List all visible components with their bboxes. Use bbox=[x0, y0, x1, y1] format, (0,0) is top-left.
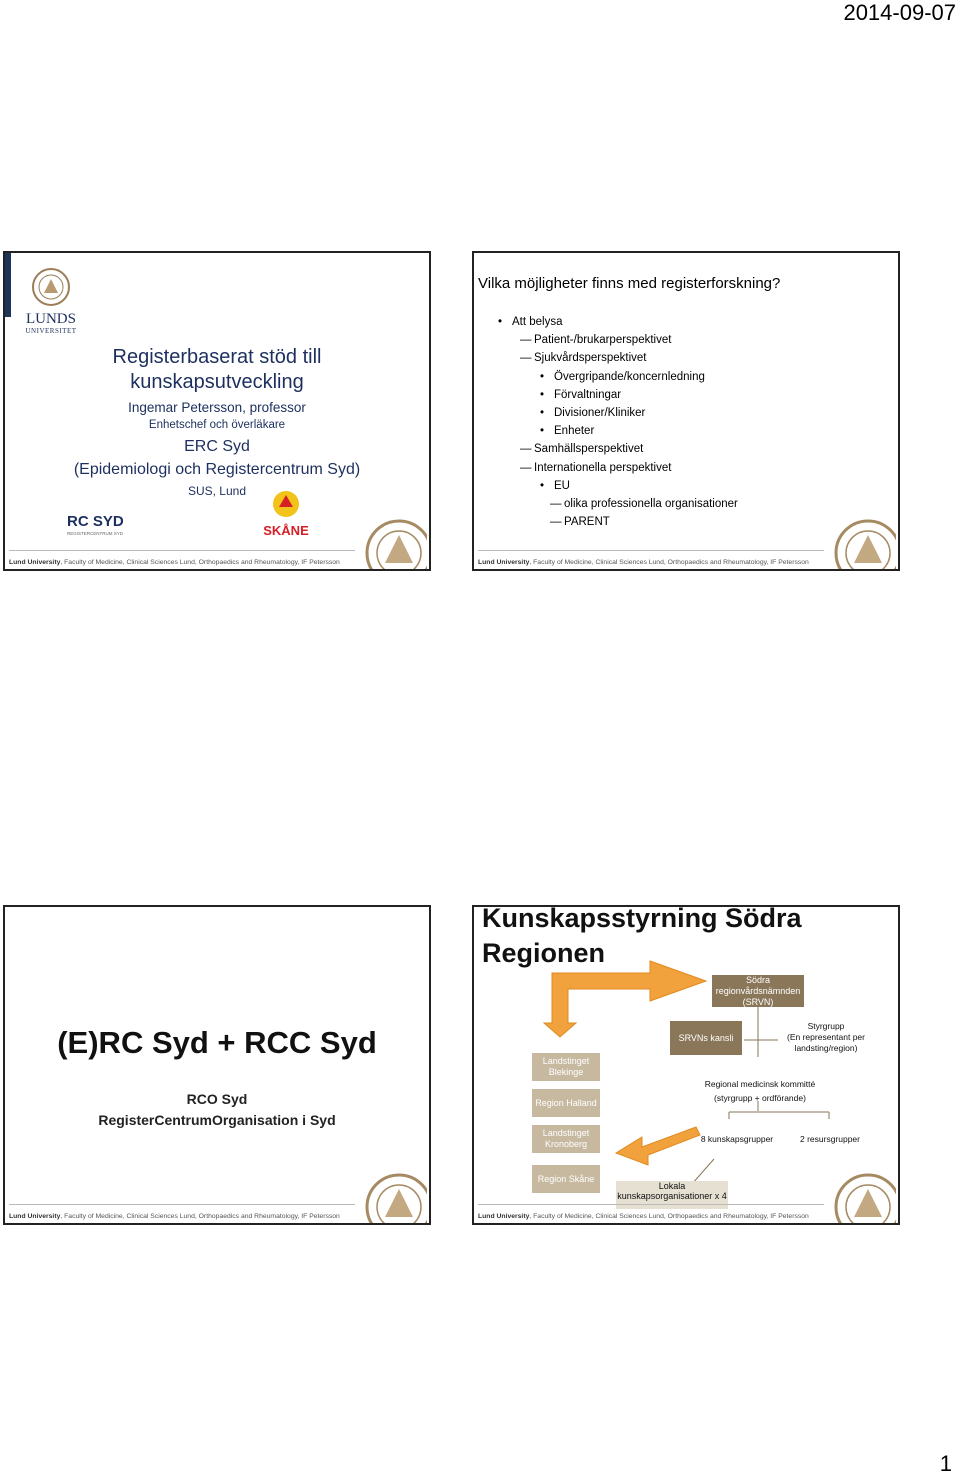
title-line2: Regionen bbox=[482, 938, 606, 968]
bullet-text: EU bbox=[554, 479, 570, 492]
resursgrupper-label: 2 resursgrupper bbox=[799, 1134, 860, 1144]
lund-seal-watermark-icon bbox=[832, 513, 896, 569]
dash-icon: — bbox=[520, 352, 532, 365]
bullet-list bbox=[498, 313, 738, 531]
bullet-text: olika professionella organisationer bbox=[564, 498, 738, 511]
styrgrupp-title: Styrgrupp bbox=[807, 1021, 845, 1031]
page-number: 1 bbox=[939, 1451, 952, 1476]
bullet-item bbox=[498, 349, 738, 367]
bullet-text: Förvaltningar bbox=[554, 388, 622, 401]
bullet-item bbox=[498, 459, 738, 477]
bullet-item bbox=[498, 513, 738, 531]
kansli-box: SRVNs kansli bbox=[670, 1021, 742, 1055]
footer-rest: , Faculty of Medicine, Clinical Sciences Lund, Orthopaedics and Rheumatology, IF Petersson bbox=[60, 559, 340, 566]
bullet-item bbox=[498, 404, 738, 422]
slide-1 bbox=[3, 251, 431, 571]
footer-rule bbox=[9, 550, 355, 551]
lund-seal-watermark-icon bbox=[363, 513, 427, 569]
footer-bold: Lund University bbox=[478, 559, 530, 566]
logo-line2: UNIVERSITET bbox=[25, 327, 77, 335]
rmk-title: Regional medicinsk kommitté bbox=[704, 1079, 816, 1089]
lokala-box: Lokala kunskapsorganisationer x 4 bbox=[616, 1181, 728, 1209]
bullet-item bbox=[498, 386, 738, 404]
bullet-text: PARENT bbox=[564, 516, 610, 529]
lund-seal-watermark-icon bbox=[363, 1167, 427, 1223]
styrgrupp-label bbox=[778, 1021, 874, 1054]
rmk-sub: (styrgrupp + ordförande) bbox=[714, 1093, 806, 1103]
rcsyd-logo bbox=[67, 513, 124, 536]
bullet-text: Divisioner/Kliniker bbox=[554, 407, 646, 420]
srvn-box: Södra regionvårdsnämnden (SRVN) bbox=[712, 975, 804, 1007]
slide-3 bbox=[3, 905, 431, 1225]
dash-icon: — bbox=[520, 334, 532, 347]
lund-color-bar bbox=[5, 253, 11, 317]
location: SUS, Lund bbox=[187, 484, 247, 498]
slide-footer bbox=[9, 1213, 340, 1220]
footer-rest: , Faculty of Medicine, Clinical Sciences Lund, Orthopaedics and Rheumatology, IF Petersson bbox=[529, 559, 809, 566]
region-box: Region Halland bbox=[532, 1089, 600, 1117]
rcsyd-logo-text: RC SYD bbox=[67, 513, 124, 530]
bullet-icon: • bbox=[540, 479, 545, 492]
bullet-icon: • bbox=[540, 407, 545, 420]
footer-rule bbox=[478, 1204, 824, 1205]
slide-4 bbox=[472, 905, 900, 1225]
title-line2: kunskapsutveckling bbox=[130, 371, 304, 393]
footer-bold: Lund University bbox=[9, 1213, 61, 1220]
bullet-text: Att belysa bbox=[512, 316, 563, 328]
author: Ingemar Petersson, professor bbox=[128, 400, 306, 415]
bullet-text: Enheter bbox=[554, 425, 595, 438]
print-date: 2014-09-07 bbox=[843, 0, 956, 25]
slide-footer bbox=[9, 559, 340, 566]
lower-arrow-icon bbox=[616, 1127, 700, 1165]
slide1-title bbox=[5, 345, 429, 395]
lunds-universitet-logo bbox=[23, 267, 79, 335]
region-box: Landstinget Kronoberg bbox=[532, 1125, 600, 1153]
footer-rest: , Faculty of Medicine, Clinical Sciences Lund, Orthopaedics and Rheumatology, IF Petersson bbox=[529, 1213, 809, 1220]
slide-2 bbox=[472, 251, 900, 571]
slide-footer bbox=[478, 1213, 809, 1220]
bullet-icon: • bbox=[540, 388, 545, 401]
region-skane-logo bbox=[261, 489, 311, 537]
title-line1: Kunskapsstyrning Södra bbox=[482, 905, 802, 933]
footer-rest: , Faculty of Medicine, Clinical Sciences Lund, Orthopaedics and Rheumatology, IF Petersson bbox=[60, 1213, 340, 1220]
role: Enhetschef och överläkare bbox=[148, 419, 286, 431]
bullet-icon: • bbox=[540, 370, 545, 383]
bullet-item bbox=[498, 440, 738, 458]
skane-griffin-icon bbox=[269, 489, 303, 519]
slide2-title: Vilka möjligheter finns med registerforskning? bbox=[478, 275, 781, 292]
slide-footer bbox=[478, 559, 809, 566]
bullet-text: Internationella perspektivet bbox=[534, 461, 672, 474]
bullet-item bbox=[498, 422, 738, 440]
bullet-item bbox=[498, 313, 738, 331]
slide3-title: (E)RC Syd + RCC Syd bbox=[57, 1025, 377, 1060]
slide3-line2: RegisterCentrumOrganisation i Syd bbox=[98, 1112, 336, 1128]
slide3-line1: RCO Syd bbox=[186, 1091, 248, 1107]
rmk-label bbox=[686, 1079, 834, 1104]
bullet-item bbox=[498, 477, 738, 495]
kunskapsgrupper-label: 8 kunskapsgrupper bbox=[700, 1134, 774, 1144]
bullet-item bbox=[498, 331, 738, 349]
footer-bold: Lund University bbox=[9, 559, 61, 566]
skane-logo-text: SKÅNE bbox=[263, 523, 309, 538]
dash-icon: — bbox=[550, 498, 562, 511]
bullet-item bbox=[498, 495, 738, 513]
title-line1: Registerbaserat stöd till bbox=[112, 346, 322, 368]
bullet-icon: • bbox=[498, 316, 503, 328]
lund-seal-watermark-icon bbox=[832, 1167, 896, 1223]
org-full: (Epidemiologi och Registercentrum Syd) bbox=[73, 461, 361, 478]
region-box: Landstinget Blekinge bbox=[532, 1053, 600, 1081]
bullet-item bbox=[498, 368, 738, 386]
region-box: Region Skåne bbox=[532, 1165, 600, 1193]
org: ERC Syd bbox=[184, 438, 250, 455]
dash-icon: — bbox=[520, 443, 532, 456]
footer-rule bbox=[9, 1204, 355, 1205]
dash-icon: — bbox=[550, 516, 562, 529]
lund-seal-icon bbox=[31, 267, 71, 307]
bullet-text: Patient-/brukarperspektivet bbox=[534, 334, 672, 347]
bullet-text: Sjukvårdsperspektivet bbox=[534, 352, 647, 365]
logo-line1: LUNDS bbox=[25, 311, 76, 327]
footer-rule bbox=[478, 550, 824, 551]
styrgrupp-sub: (En representant per landsting/region) bbox=[787, 1032, 865, 1053]
bullet-text: Samhällsperspektivet bbox=[534, 443, 644, 456]
bullet-text: Övergripande/koncernledning bbox=[554, 370, 705, 383]
footer-bold: Lund University bbox=[478, 1213, 530, 1220]
bullet-icon: • bbox=[540, 425, 545, 438]
dash-icon: — bbox=[520, 461, 532, 474]
rcsyd-logo-sub: REGISTERCENTRUM SYD bbox=[67, 531, 124, 536]
